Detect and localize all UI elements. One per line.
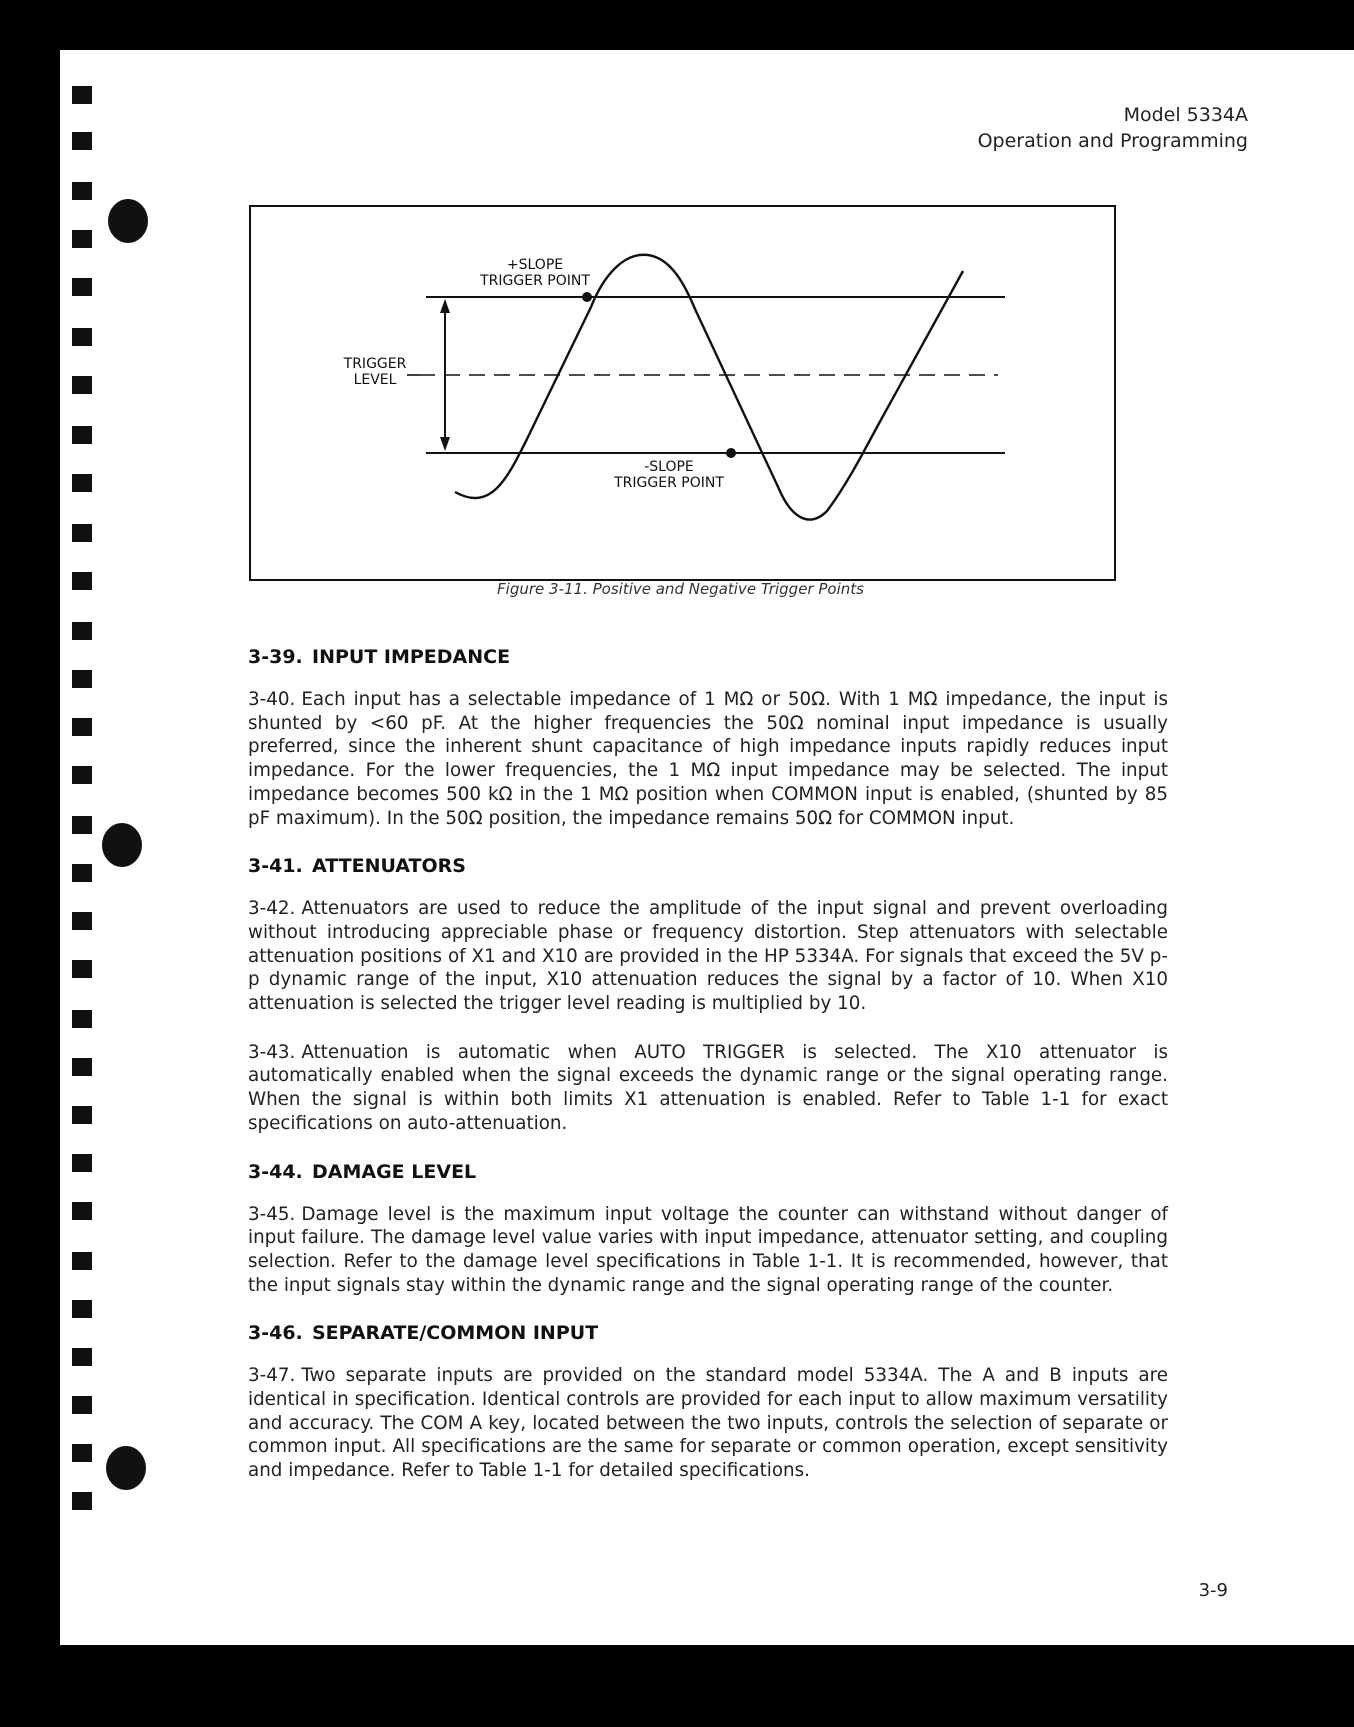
section-heading [248, 646, 1168, 668]
paragraph-text: Attenuation is automatic when AUTO TRIGGER is selected. The X10 attenuator is automatically enabled when the signal exceeds the dynamic range or the signal operating range. When the signal is within both limits X1 attenuation is enabled. Refer to Table 1-1 for exact specifications on auto-attenuation. [248, 1041, 1168, 1134]
section-title: ATTENUATORS [312, 855, 466, 878]
trigger-diagram [251, 207, 1114, 579]
paragraph-text: Damage level is the maximum input voltage the counter can withstand without danger of input failure. The damage level value varies with input impedance, attenuator setting, and coupling selection. Refer to the damage level specifications in Table 1-1. It is recommended, however, that the input signals stay within the dynamic range and the signal operating range of the counter. [248, 1203, 1168, 1296]
document-page [60, 50, 1354, 1645]
page-number: 3-9 [1198, 1580, 1228, 1601]
hysteresis-arrow-bottom [440, 437, 450, 451]
paragraph-number: 3-40. [248, 689, 296, 710]
paragraph [248, 1203, 1168, 1298]
figure-trigger-points [249, 205, 1116, 581]
paragraph [248, 897, 1168, 1016]
paragraph-text: Attenuators are used to reduce the amplitude of the input signal and prevent overloading without introducing appreciable phase or frequency distortion. Step attenuators with selectable attenuation positions of X1 and X10 are provided in the HP 5334A. For signals that exceed the 5V p-p dynamic range of the input, X10 attenuation reduces the signal by a factor of 10. When X10 attenuation is selected the trigger level reading is multiplied by 10. [248, 898, 1168, 1015]
header-section: Operation and Programming [977, 130, 1248, 152]
section-number: 3-44. [248, 1160, 303, 1183]
paragraph [248, 1364, 1168, 1483]
section-number: 3-39. [248, 646, 303, 668]
paragraph-number: 3-42. [248, 898, 296, 920]
label-neg-slope-1: -SLOPE [644, 459, 694, 475]
label-pos-slope-2: TRIGGER POINT [480, 273, 590, 289]
label-pos-slope-1: +SLOPE [506, 257, 564, 273]
section-heading [248, 1322, 1168, 1344]
paragraph-text: Two separate inputs are provided on the standard model 5334A. The A and B inputs are identical in specification. Identical controls are provided for each input to allow maximum versatility and accuracy. The COM A key, located between the two inputs, controls the selection of separate or common input. All specifications are the same for separate or common operation, except sensitivity and impedance. Refer to Table 1-1 for detailed specifications. [248, 1365, 1168, 1482]
paragraph-number: 3-47. [248, 1365, 296, 1387]
paragraph-number: 3-43. [248, 1041, 296, 1063]
section-title: DAMAGE LEVEL [312, 1160, 477, 1183]
section-title: INPUT IMPEDANCE [312, 646, 511, 668]
label-trigger-1: TRIGGER [343, 356, 407, 372]
label-neg-slope-2: TRIGGER POINT [614, 475, 724, 491]
section-heading [248, 855, 1168, 877]
hysteresis-arrow-top [440, 299, 450, 313]
negative-trigger-point [726, 448, 736, 458]
section-number: 3-41. [248, 855, 303, 878]
section-title: SEPARATE/COMMON INPUT [312, 1322, 599, 1345]
header-model: Model 5334A [1123, 104, 1248, 126]
figure-caption: Figure 3-11. Positive and Negative Trigger Points [497, 580, 864, 598]
section-number: 3-46. [248, 1322, 303, 1345]
body-text [248, 646, 1168, 1508]
paragraph-text: Each input has a selectable impedance of 1 MΩ or 50Ω. With 1 MΩ impedance, the input is shunted by <60 pF. At the higher frequencies the 50Ω nominal input impedance is usually preferred, since the inherent shunt capacitance of high impedance inputs rapidly reduces input impedance. For the lower frequencies, the 1 MΩ input impedance may be selected. The input impedance becomes 500 kΩ in the 1 MΩ position when COMMON input is enabled, (shunted by 85 pF maximum). In the 50Ω position, the impedance remains 50Ω for COMMON input. [248, 689, 1168, 829]
positive-trigger-point [582, 292, 592, 302]
paragraph [248, 688, 1168, 830]
paragraph-number: 3-45. [248, 1203, 296, 1225]
label-trigger-2: LEVEL [353, 372, 397, 388]
running-header [978, 102, 1248, 154]
section-heading [248, 1161, 1168, 1183]
paragraph [248, 1041, 1168, 1136]
